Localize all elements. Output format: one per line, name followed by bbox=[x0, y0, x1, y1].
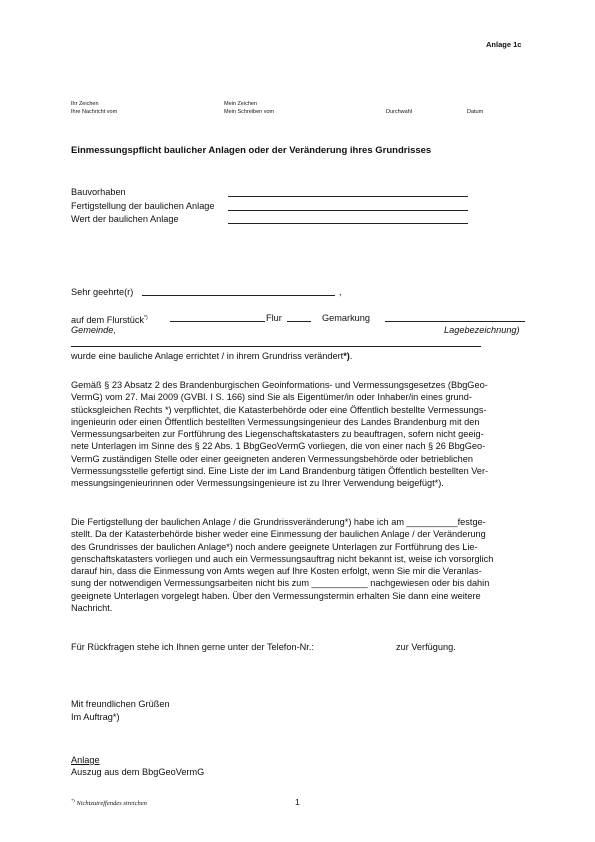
paragraph-line: stellt. Da der Katasterbehörde bisher weder eine Einmessung der baulichen Anlage / der Veränderung bbox=[71, 529, 486, 540]
paragraph-line: des Grundrisses der baulichen Anlage*) noch andere geeignete Unterlagen zur Fortführung des Lie- bbox=[71, 541, 478, 552]
gemarkung-line[interactable] bbox=[385, 321, 525, 322]
gemeinde-label: Gemeinde, bbox=[71, 325, 116, 335]
my-letter-label: Mein Schreiben vom bbox=[224, 109, 275, 115]
flur-label: Flur bbox=[266, 313, 282, 323]
date-label: Datum bbox=[467, 109, 484, 115]
erected-end: . bbox=[349, 351, 353, 361]
annex-label: Anlage 1c bbox=[486, 40, 522, 49]
paragraph-legal-basis bbox=[71, 379, 533, 490]
parcel-text: auf dem Flurstück bbox=[71, 315, 145, 326]
location-line[interactable] bbox=[71, 346, 481, 347]
paragraph-line: Nachricht. bbox=[71, 603, 113, 614]
my-reference-label: Mein Zeichen bbox=[224, 101, 258, 107]
footnote-text: Nichtzutreffendes streichen bbox=[76, 800, 147, 808]
paragraph-line: geeignete Unterlagen vorgelegt haben. Über den Vermessungstermin erhalten Sie dann eine weitere bbox=[71, 590, 481, 601]
paragraph-line: darauf hin, dass die Einmessung von Amts wegen auf Ihre Kosten erfolgt, wenn Sie mir die Veranlas- bbox=[71, 566, 482, 577]
footnote-mark: *) bbox=[71, 798, 75, 803]
value-label: Wert der baulichen Anlage bbox=[71, 214, 179, 224]
parcel-number-line[interactable] bbox=[170, 321, 265, 322]
value-field-line[interactable] bbox=[228, 223, 468, 224]
salutation-comma: , bbox=[339, 287, 342, 297]
completion-label: Fertigstellung der baulichen Anlage bbox=[71, 201, 215, 211]
paragraph-line: ingenieurin oder einen Öffentlich bestellten Vermessungsingenieur des Landes Brandenburg mit den bbox=[71, 416, 480, 427]
paragraph-line: Gemäß § 23 Absatz 2 des Brandenburgischen Geoinformations- und Vermessungsgesetzes (BbgGeo- bbox=[71, 380, 488, 390]
paragraph-line: Die Fertigstellung der baulichen Anlage / die Grundrissveränderung*) habe ich am __________festge- bbox=[71, 517, 486, 527]
paragraph-line: Vermessungsarbeiten zur Fortführung des Liegenschaftskatasters zu beauftragen, sofern nicht geeig- bbox=[71, 429, 484, 440]
extension-label: Durchwahl bbox=[386, 109, 412, 115]
paragraph-line: sung der notwendigen Vermessungsarbeiten nicht bis zum ___________ nachgewiesen oder bis dahin bbox=[71, 578, 490, 589]
paragraph-completion bbox=[71, 516, 533, 614]
project-label: Bauvorhaben bbox=[71, 187, 126, 197]
closing-greeting: Mit freundlichen Grüßen bbox=[71, 699, 170, 709]
document-title: Einmessungspflicht baulicher Anlagen oder der Veränderung ihres Grundrisses bbox=[71, 145, 432, 156]
erected-mark: *) bbox=[343, 351, 350, 361]
contact-end: zur Verfügung. bbox=[396, 642, 456, 652]
salutation: Sehr geehrte(r) bbox=[71, 287, 134, 297]
paragraph-line: messungsingenieurinnen oder Vermessungsingenieure ist zu Ihrer Verwendung beigefügt*). bbox=[71, 478, 444, 489]
attachment-item: Auszug aus dem BbgGeoVermG bbox=[71, 767, 205, 777]
attachment-heading: Anlage bbox=[71, 755, 100, 765]
paragraph-line: genschaftskatasters vorliegen und auch ein Vermessungsauftrag nicht bekannt ist, weise ich vorsorglich bbox=[71, 553, 494, 564]
parcel-footnote-mark: *) bbox=[144, 315, 148, 321]
completion-field-line[interactable] bbox=[228, 210, 468, 211]
your-message-label: Ihre Nachricht vom bbox=[71, 109, 118, 115]
paragraph-line: Vermessungsstelle gefertigt sind. Eine Liste der im Land Brandenburg tätigen Öffentlich bestellten Ver- bbox=[71, 466, 489, 477]
page-number: 1 bbox=[295, 797, 300, 807]
paragraph-line: VermG zuständigen Stelle oder einer geeigneten anderen Vermessungsbehörde oder betrieblichen bbox=[71, 453, 473, 464]
lagebezeichnung-label: Lagebezeichnung) bbox=[444, 325, 520, 335]
your-reference-label: Ihr Zeichen bbox=[71, 101, 99, 107]
paragraph-line: VermG) vom 27. Mai 2009 (GVBl. I S. 166) sind Sie als Eigentümer/in oder Inhaber/in eines grund- bbox=[71, 392, 472, 403]
flur-line[interactable] bbox=[287, 321, 311, 322]
on-behalf: Im Auftrag*) bbox=[71, 712, 120, 722]
contact-text: Für Rückfragen stehe ich Ihnen gerne unter der Telefon-Nr.: bbox=[71, 642, 314, 652]
erected-text: wurde eine bauliche Anlage errichtet / in ihrem Grundriss verändert bbox=[71, 351, 344, 361]
salutation-name-line[interactable] bbox=[142, 295, 335, 296]
project-field-line[interactable] bbox=[228, 196, 468, 197]
erected-statement bbox=[71, 350, 352, 362]
paragraph-line: stücksgleichen Rechts *) verpflichtet, die Katasterbehörde oder eine Öffentlich bestellte Vermessungs- bbox=[71, 404, 487, 415]
paragraph-line: nete Unterlagen im Sinne des § 22 Abs. 1 BbgGeoVermG vorliegen, die von einer nach § 26 BbgGeo- bbox=[71, 441, 486, 452]
gemarkung-label: Gemarkung bbox=[322, 313, 371, 323]
footnote bbox=[71, 798, 147, 807]
